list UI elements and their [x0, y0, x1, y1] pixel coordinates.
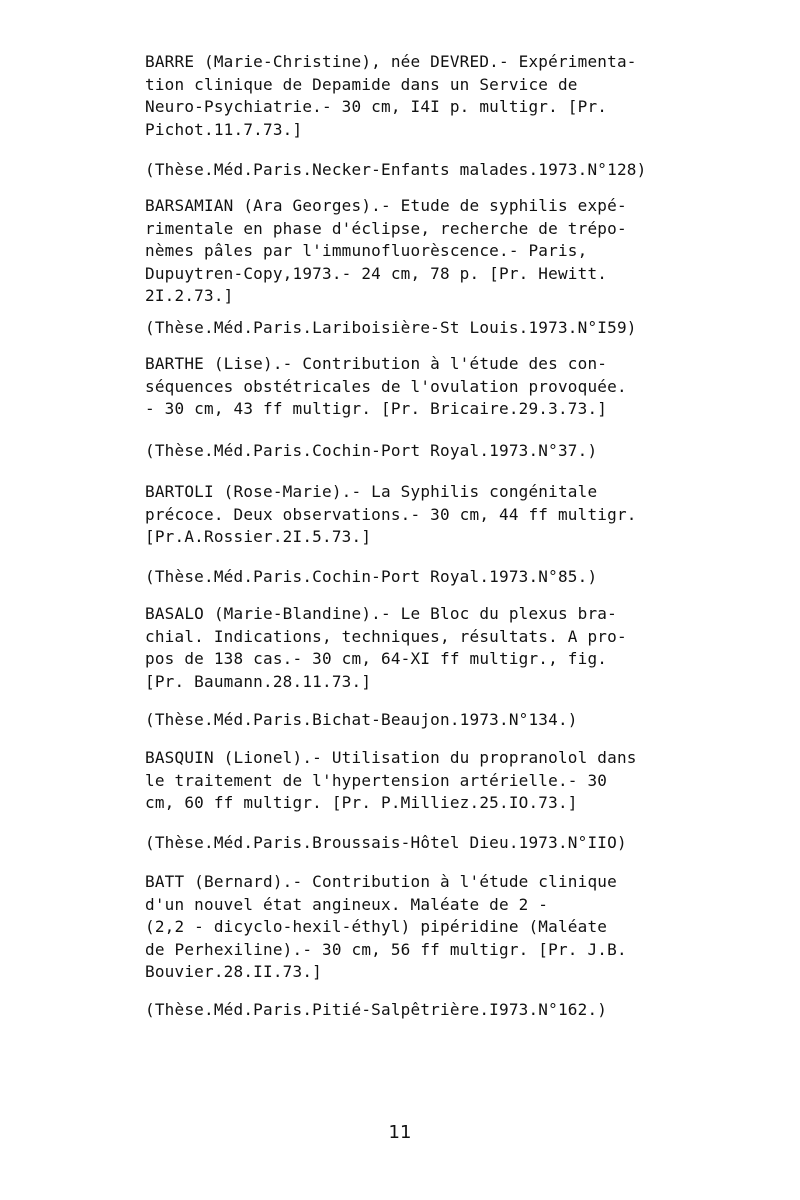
entry-line: BASQUIN (Lionel).- Utilisation du propranolol dans [145, 748, 637, 767]
entry-line: BASALO (Marie-Blandine).- Le Bloc du plexus bra- [145, 604, 617, 623]
thesis-source-line: (Thèse.Méd.Paris.Lariboisière-St Louis.1973.N°I59) [145, 318, 637, 337]
entry-line: d'un nouvel état angineux. Maléate de 2 - [145, 894, 549, 914]
entry-line: [Pr.A.Rossier.2I.5.73.] [145, 527, 372, 546]
entry-line: tion clinique de Depamide dans un Service de [145, 74, 578, 94]
bibliographic-entry [145, 195, 665, 308]
thesis-source-line: (Thèse.Méd.Paris.Cochin-Port Royal.1973.N°85.) [145, 567, 598, 586]
page-number: 11 [388, 1122, 412, 1143]
entry-line: BARRE (Marie-Christine), née DEVRED.- Expérimenta- [145, 52, 637, 71]
thesis-source-line: (Thèse.Méd.Paris.Necker-Enfants malades.1973.N°128) [145, 160, 647, 179]
entry-line: rimentale en phase d'éclipse, recherche de trépo- [145, 218, 627, 238]
entry-line: séquences obstétricales de l'ovulation provoquée. [145, 376, 627, 396]
entry-line: chial. Indications, techniques, résultats. A pro- [145, 626, 627, 646]
bibliographic-entry [145, 51, 665, 141]
bibliographic-entry [145, 747, 665, 815]
entry-line: Neuro-Psychiatrie.- 30 cm, I4I p. multigr. [Pr. [145, 97, 608, 116]
thesis-source-line: (Thèse.Méd.Paris.Broussais-Hôtel Dieu.1973.N°IIO) [145, 833, 627, 852]
entry-line: BARSAMIAN (Ara Georges).- Etude de syphilis expé- [145, 196, 627, 215]
bibliographic-entry [145, 481, 665, 549]
entry-line: Dupuytren-Copy,1973.- 24 cm, 78 p. [Pr. Hewitt. [145, 263, 608, 283]
entry-line: pos de 138 cas.- 30 cm, 64-XI ff multigr., fig. [145, 649, 608, 668]
bibliographic-entry [145, 353, 665, 421]
entry-line: de Perhexiline).- 30 cm, 56 ff multigr. [Pr. J.B. [145, 939, 627, 959]
entry-line: BARTHE (Lise).- Contribution à l'étude des con- [145, 354, 608, 373]
entry-line: nèmes pâles par l'immunofluorèscence.- Paris, [145, 241, 588, 260]
entry-line: - 30 cm, 43 ff multigr. [Pr. Bricaire.29.3.73.] [145, 399, 608, 418]
thesis-source-line: (Thèse.Méd.Paris.Pitié-Salpêtrière.I973.N°162.) [145, 1000, 608, 1019]
entry-line: BATT (Bernard).- Contribution à l'étude clinique [145, 872, 617, 891]
bibliographic-entry [145, 603, 665, 693]
entry-line: précoce. Deux observations.- 30 cm, 44 ff multigr. [145, 504, 637, 524]
thesis-source-line: (Thèse.Méd.Paris.Bichat-Beaujon.1973.N°134.) [145, 710, 578, 729]
entry-line: 2I.2.73.] [145, 286, 234, 305]
entry-line: (2,2 - dicyclo-hexil-éthyl) pipéridine (Maléate [145, 917, 608, 936]
entry-line: le traitement de l'hypertension artérielle.- 30 [145, 770, 608, 790]
entry-line: Bouvier.28.II.73.] [145, 962, 322, 981]
entry-line: cm, 60 ff multigr. [Pr. P.Milliez.25.IO.73.] [145, 793, 578, 812]
entry-line: Pichot.11.7.73.] [145, 119, 303, 139]
thesis-source-line: (Thèse.Méd.Paris.Cochin-Port Royal.1973.N°37.) [145, 441, 598, 460]
entry-line: [Pr. Baumann.28.11.73.] [145, 671, 372, 691]
bibliographic-entry [145, 871, 665, 984]
entry-line: BARTOLI (Rose-Marie).- La Syphilis congénitale [145, 482, 598, 501]
